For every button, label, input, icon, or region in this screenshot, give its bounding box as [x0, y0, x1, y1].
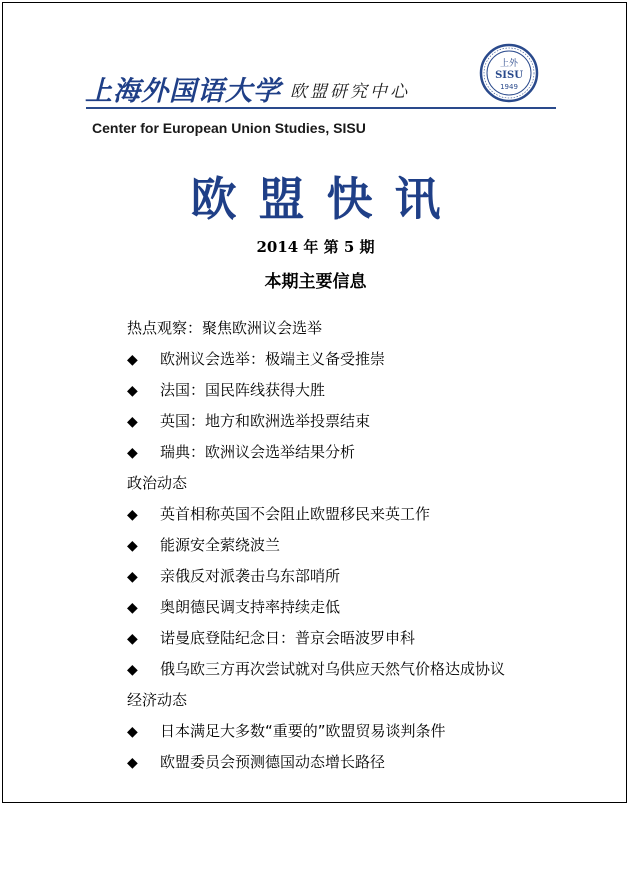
section-heading-hotspot: 热点观察：聚焦欧洲议会选举	[127, 319, 323, 337]
bullet-icon: ◆	[127, 724, 138, 740]
center-name-cn: 欧盟研究中心	[290, 82, 410, 102]
highlights-heading: 本期主要信息	[264, 272, 367, 292]
bullet-icon: ◆	[127, 352, 138, 368]
bullet-icon: ◆	[127, 662, 138, 678]
university-logo-text: 上海外国语大学	[85, 76, 281, 107]
section-heading-economy: 经济动态	[127, 691, 188, 709]
seal-top-text: 上外	[499, 59, 519, 69]
list-item-text: 亲俄反对派袭击乌东部哨所	[160, 567, 341, 585]
list-item-text: 能源安全萦绕波兰	[160, 536, 281, 554]
list-item-text: 奥朗德民调支持率持续走低	[160, 598, 341, 616]
section-heading-politics: 政治动态	[127, 474, 188, 492]
list-item	[127, 623, 597, 654]
seal-mid-text: SISU	[495, 70, 523, 81]
bullet-icon: ◆	[127, 538, 138, 554]
bullet-icon: ◆	[127, 569, 138, 585]
list-item	[127, 344, 597, 375]
seal-year-text: 1949	[500, 83, 518, 91]
bullet-icon: ◆	[127, 755, 138, 771]
list-item	[127, 561, 597, 592]
highlights-list	[127, 313, 597, 778]
list-item	[127, 654, 597, 685]
list-item-text: 俄乌欧三方再次尝试就对乌供应天然气价格达成协议	[160, 660, 506, 678]
list-item	[127, 747, 597, 778]
list-item	[127, 375, 597, 406]
list-item	[127, 437, 597, 468]
list-item-text: 英国：地方和欧洲选举投票结束	[160, 412, 371, 430]
header-divider	[86, 107, 556, 109]
bullet-icon: ◆	[127, 383, 138, 399]
list-item	[127, 406, 597, 437]
list-item-text: 日本满足大多数“重要的”欧盟贸易谈判条件	[160, 722, 446, 740]
newsletter-title: 欧盟快讯	[190, 172, 463, 226]
list-item	[127, 499, 597, 530]
list-item-text: 瑞典：欧洲议会选举结果分析	[160, 443, 356, 461]
list-item-text: 英首相称英国不会阻止欧盟移民来英工作	[160, 505, 431, 523]
bullet-icon: ◆	[127, 445, 138, 461]
list-item-text: 诺曼底登陆纪念日：普京会晤波罗申科	[160, 629, 416, 647]
list-item	[127, 592, 597, 623]
bullet-icon: ◆	[127, 631, 138, 647]
issue-number: 2014 年 第 5 期	[256, 238, 375, 256]
list-item	[127, 716, 597, 747]
list-item-text: 法国：国民阵线获得大胜	[160, 381, 326, 399]
center-name-en: Center for European Union Studies, SISU	[92, 120, 366, 136]
list-item	[127, 530, 597, 561]
university-seal-icon	[479, 43, 539, 103]
list-item-text: 欧盟委员会预测德国动态增长路径	[160, 753, 386, 771]
bullet-icon: ◆	[127, 414, 138, 430]
bullet-icon: ◆	[127, 600, 138, 616]
newsletter-page	[2, 2, 627, 803]
bullet-icon: ◆	[127, 507, 138, 523]
list-item-text: 欧洲议会选举：极端主义备受推崇	[160, 350, 386, 368]
